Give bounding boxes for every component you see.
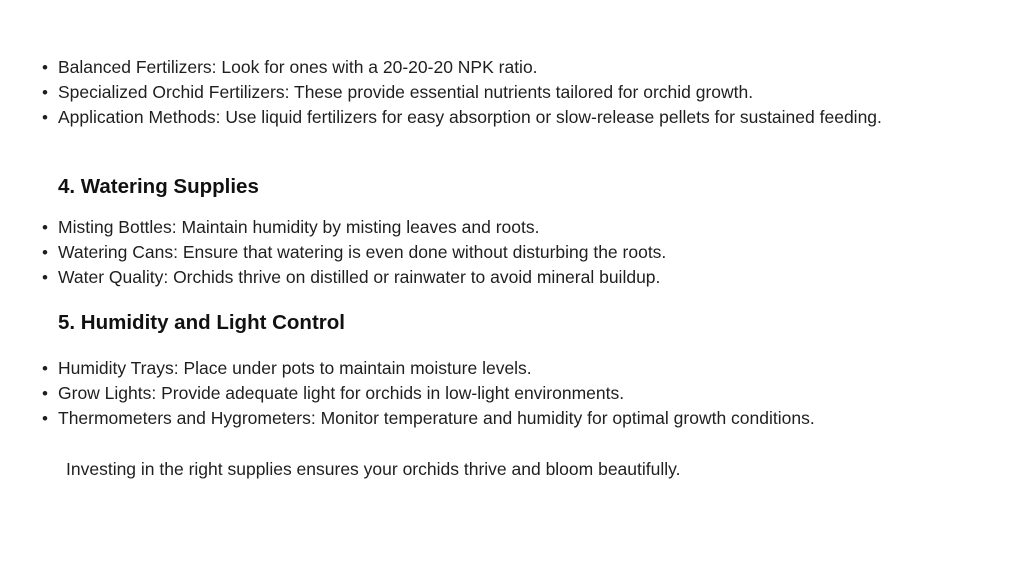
section-heading-watering: 4. Watering Supplies [58,175,259,198]
list-item-text: Balanced Fertilizers: Look for ones with a 20-20-20 NPK ratio. [58,57,538,77]
bullet-icon: • [42,243,48,262]
list-item-text: Watering Cans: Ensure that watering is even done without disturbing the roots. [58,242,667,262]
list-item [40,105,940,130]
list-item-text: Specialized Orchid Fertilizers: These provide essential nutrients tailored for orchid growth. [58,82,754,102]
list-item [40,80,940,105]
list-item [40,55,940,80]
list-item-text: Grow Lights: Provide adequate light for orchids in low-light environments. [58,383,625,403]
list-item [40,215,940,240]
bullet-icon: • [42,83,48,102]
list-item [40,406,940,431]
closing-paragraph: Investing in the right supplies ensures your orchids thrive and bloom beautifully. [66,459,681,479]
bullet-icon: • [42,359,48,378]
bullet-icon: • [42,268,48,287]
bullet-icon: • [42,58,48,77]
fertilizer-list [40,55,940,130]
list-item-text: Thermometers and Hygrometers: Monitor temperature and humidity for optimal growth conditions. [58,408,815,428]
bullet-icon: • [42,108,48,127]
list-item [40,356,940,381]
list-item-text: Misting Bottles: Maintain humidity by misting leaves and roots. [58,217,540,237]
bullet-icon: • [42,218,48,237]
list-item [40,265,940,290]
section-heading-humidity: 5. Humidity and Light Control [58,311,345,334]
list-item [40,240,940,265]
bullet-icon: • [42,409,48,428]
bullet-icon: • [42,384,48,403]
list-item [40,381,940,406]
watering-list [40,215,940,290]
list-item-text: Water Quality: Orchids thrive on distilled or rainwater to avoid mineral buildup. [58,267,661,287]
humidity-list [40,356,940,431]
list-item-text: Humidity Trays: Place under pots to maintain moisture levels. [58,358,532,378]
list-item-text: Application Methods: Use liquid fertilizers for easy absorption or slow-release pellets for sustained feeding. [58,107,882,127]
